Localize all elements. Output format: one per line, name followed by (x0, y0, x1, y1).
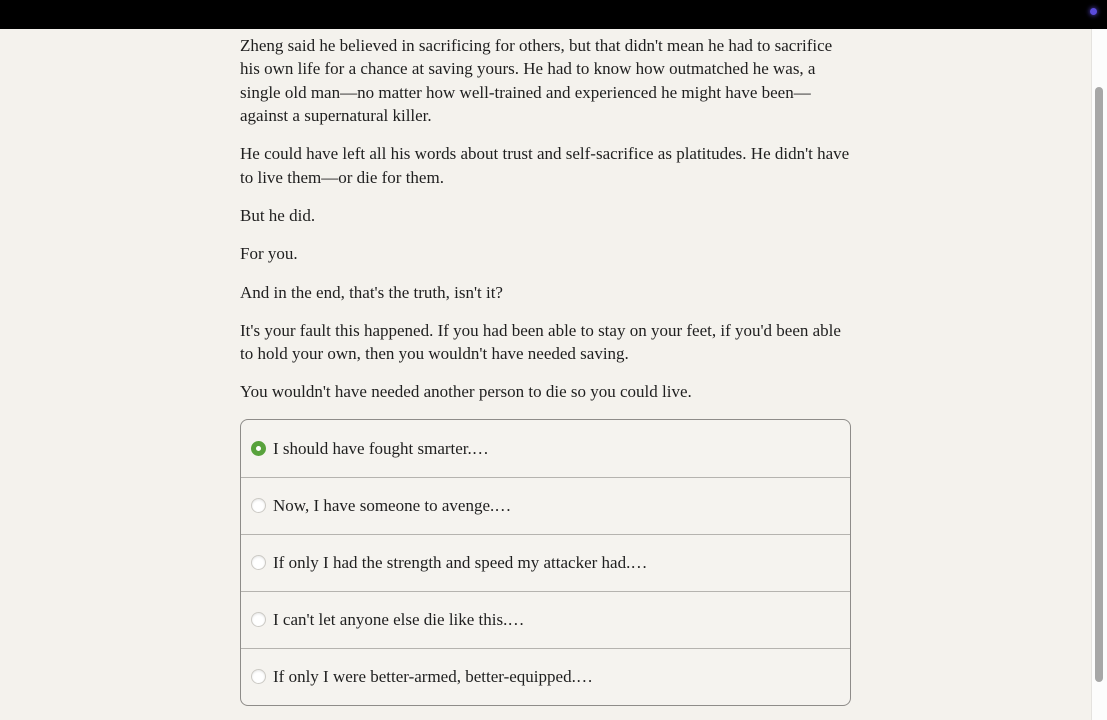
choice-option-label: If only I had the strength and speed my attacker had.… (273, 553, 648, 573)
top-bar (0, 0, 1107, 29)
radio-button-icon[interactable] (251, 555, 266, 570)
choice-list (240, 419, 851, 706)
story-page (0, 29, 1091, 720)
story-paragraph: You wouldn't have needed another person to die so you could live. (240, 382, 692, 402)
radio-button-icon[interactable] (251, 441, 266, 456)
story-paragraph: For you. (240, 244, 298, 264)
choice-option[interactable] (241, 420, 850, 477)
choice-option[interactable] (241, 534, 850, 591)
choice-option-label: Now, I have someone to avenge.… (273, 496, 512, 516)
radio-button-icon[interactable] (251, 498, 266, 513)
story-paragraph: He could have left all his words about trust and self-sacrifice as platitudes. He didn't have to live them—or die for them. (240, 144, 850, 187)
scrollbar-thumb[interactable] (1095, 87, 1103, 682)
radio-button-icon[interactable] (251, 612, 266, 627)
story-paragraph: Zheng said he believed in sacrificing for others, but that didn't mean he had to sacrifice his own life for a chance at saving yours. He had to know how outmatched he was, a single old man—no matter how well-trained and experienced he might have been—against a supernatural killer. (240, 36, 833, 125)
choice-option-label: I can't let anyone else die like this.… (273, 610, 525, 630)
choice-option-label: I should have fought smarter.… (273, 438, 489, 458)
story-paragraph: It's your fault this happened. If you had been able to stay on your feet, if you'd been able to hold your own, then you wouldn't have needed saving. (240, 320, 841, 364)
choice-option-label: If only I were better-armed, better-equipped.… (273, 667, 593, 687)
choice-option[interactable] (241, 477, 850, 534)
story-text (240, 34, 851, 404)
story-column (240, 29, 851, 706)
story-paragraph: And in the end, that's the truth, isn't it? (240, 282, 503, 302)
choice-option[interactable] (241, 591, 850, 648)
story-paragraph: But he did. (240, 205, 316, 225)
scrollbar[interactable] (1091, 29, 1107, 720)
radio-button-icon[interactable] (251, 669, 266, 684)
choice-option[interactable] (241, 648, 850, 705)
recording-indicator-icon (1090, 8, 1097, 15)
